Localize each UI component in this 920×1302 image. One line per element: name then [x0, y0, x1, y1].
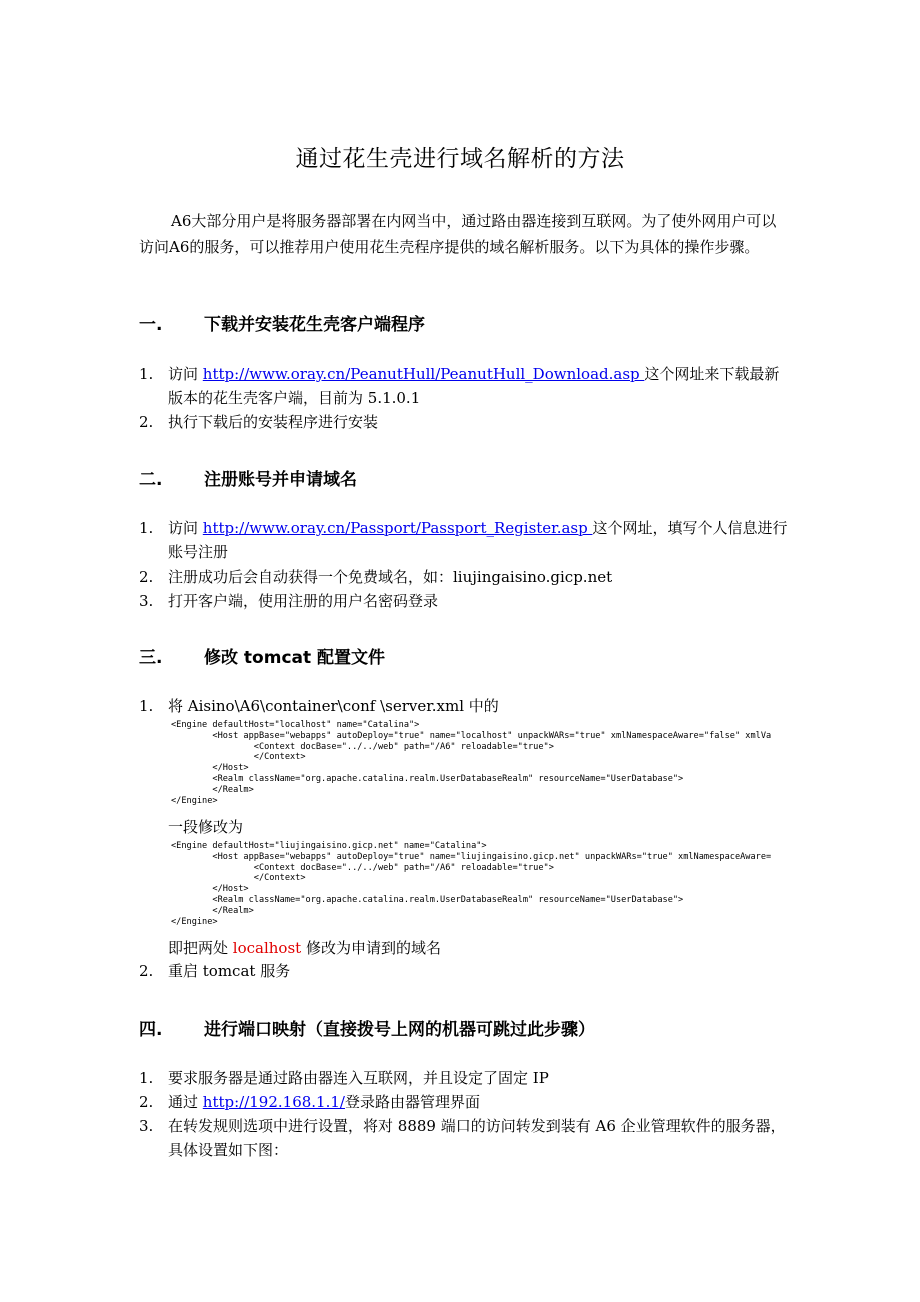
item-text: 注册成功后会自动获得一个免费域名，如：liujingaisino.gicp.net: [168, 568, 613, 586]
item-text: 要求服务器是通过路由器连入互联网，并且设定了固定 IP: [168, 1069, 549, 1087]
section-number: 三.: [139, 648, 163, 668]
download-link[interactable]: http://www.oray.cn/PeanutHull/PeanutHull_Download.asp: [202, 365, 645, 383]
item-text: 执行下载后的安装程序进行安装: [168, 413, 379, 431]
router-link[interactable]: http://192.168.1.1/: [202, 1093, 345, 1111]
register-link[interactable]: http://www.oray.cn/Passport/Passport_Register.asp: [202, 519, 593, 537]
list-item: [139, 589, 789, 613]
list-item: [139, 565, 789, 589]
section-heading-2: [139, 465, 357, 490]
code-block-original: <Engine defaultHost="localhost" name="Catalina"> <Host appBase="webapps" autoDeploy="true" name="localhost" unpackWARs="true" xmlNamespaceAware="false" xmlVa <Context docBase="../../web" path="/A6" reloadable="true"> </Context> </Host> <Realm className="org.apache.catalina.realm.UserDatabaseRealm" resourceName="UserDatabase"> </Realm> </Engine>: [171, 720, 772, 806]
list-item: [139, 516, 789, 564]
list-item: [139, 959, 789, 983]
item-number: 3.: [139, 592, 154, 610]
section-title: 进行端口映射（直接拨号上网的机器可跳过此步骤）: [204, 1020, 595, 1040]
item-text: [168, 1090, 789, 1114]
list-item: [139, 362, 789, 410]
section-title: 下载并安装花生壳客户端程序: [204, 315, 425, 335]
section-number: 四.: [139, 1020, 163, 1040]
item-number: 1.: [139, 697, 154, 715]
item-number: 1.: [139, 519, 154, 537]
item-suffix: 这个网址，填写个人信息进行账号注册: [168, 519, 788, 561]
item-suffix: 登录路由器管理界面: [344, 1093, 480, 1111]
item-text: 重启 tomcat 服务: [168, 962, 291, 980]
note-prefix: 即把两处: [168, 939, 233, 957]
list-item: [139, 1066, 789, 1090]
item-prefix: 通过: [168, 1093, 203, 1111]
code-block-modified: <Engine defaultHost="liujingaisino.gicp.net" name="Catalina"> <Host appBase="webapps" autoDeploy="true" name="liujingaisino.gicp.net" unpackWARs="true" xmlNamespaceAware= <Context docBase="../../web" path="/A6" reloadable="true"> </Context> </Host> <Realm className="org.apache.catalina.realm.UserDatabaseRealm" resourceName="UserDatabase"> </Realm> </Engine>: [171, 841, 772, 927]
item-text: 将 Aisino\A6\container\conf \server.xml 中的: [168, 697, 499, 715]
item-number: 1.: [139, 1069, 154, 1087]
item-text: [168, 516, 789, 564]
item-prefix: 访问: [168, 519, 203, 537]
section-title: 修改 tomcat 配置文件: [204, 648, 386, 668]
item-suffix: 这个网址来下载最新版本的花生壳客户端，目前为 5.1.0.1: [168, 365, 780, 407]
intro-paragraph: A6大部分用户是将服务器部署在内网当中，通过路由器连接到互联网。为了使外网用户可以访问A6的服务，可以推荐用户使用花生壳程序提供的域名解析服务。以下为具体的操作步骤。: [139, 212, 777, 256]
item-number: 3.: [139, 1117, 154, 1135]
list-item: [139, 1114, 789, 1162]
section-heading-3: [139, 643, 385, 668]
item-prefix: 访问: [168, 365, 203, 383]
middle-text: 一段修改为: [168, 818, 244, 836]
section-title: 注册账号并申请域名: [204, 470, 357, 490]
item-number: 2.: [139, 962, 154, 980]
item-number: 2.: [139, 1093, 154, 1111]
list-item: [139, 694, 789, 718]
item-number: 2.: [139, 413, 154, 431]
section-heading-4: [139, 1015, 595, 1040]
item-text: [168, 362, 789, 410]
item-text: 在转发规则选项中进行设置，将对 8889 端口的访问转发到装有 A6 企业管理软件的服务器，具体设置如下图：: [168, 1117, 786, 1159]
highlight-localhost: localhost: [232, 939, 302, 957]
section-number: 二.: [139, 470, 163, 490]
list-item: [139, 410, 789, 434]
section-heading-1: [139, 310, 425, 335]
item-text: 打开客户端，使用注册的用户名密码登录: [168, 592, 439, 610]
note-text: [168, 936, 441, 960]
list-item: [139, 1090, 789, 1114]
note-suffix: 修改为申请到的域名: [301, 939, 441, 957]
item-number: 2.: [139, 568, 154, 586]
document-title: 通过花生壳进行域名解析的方法: [295, 146, 625, 172]
item-number: 1.: [139, 365, 154, 383]
section-number: 一.: [139, 315, 163, 335]
